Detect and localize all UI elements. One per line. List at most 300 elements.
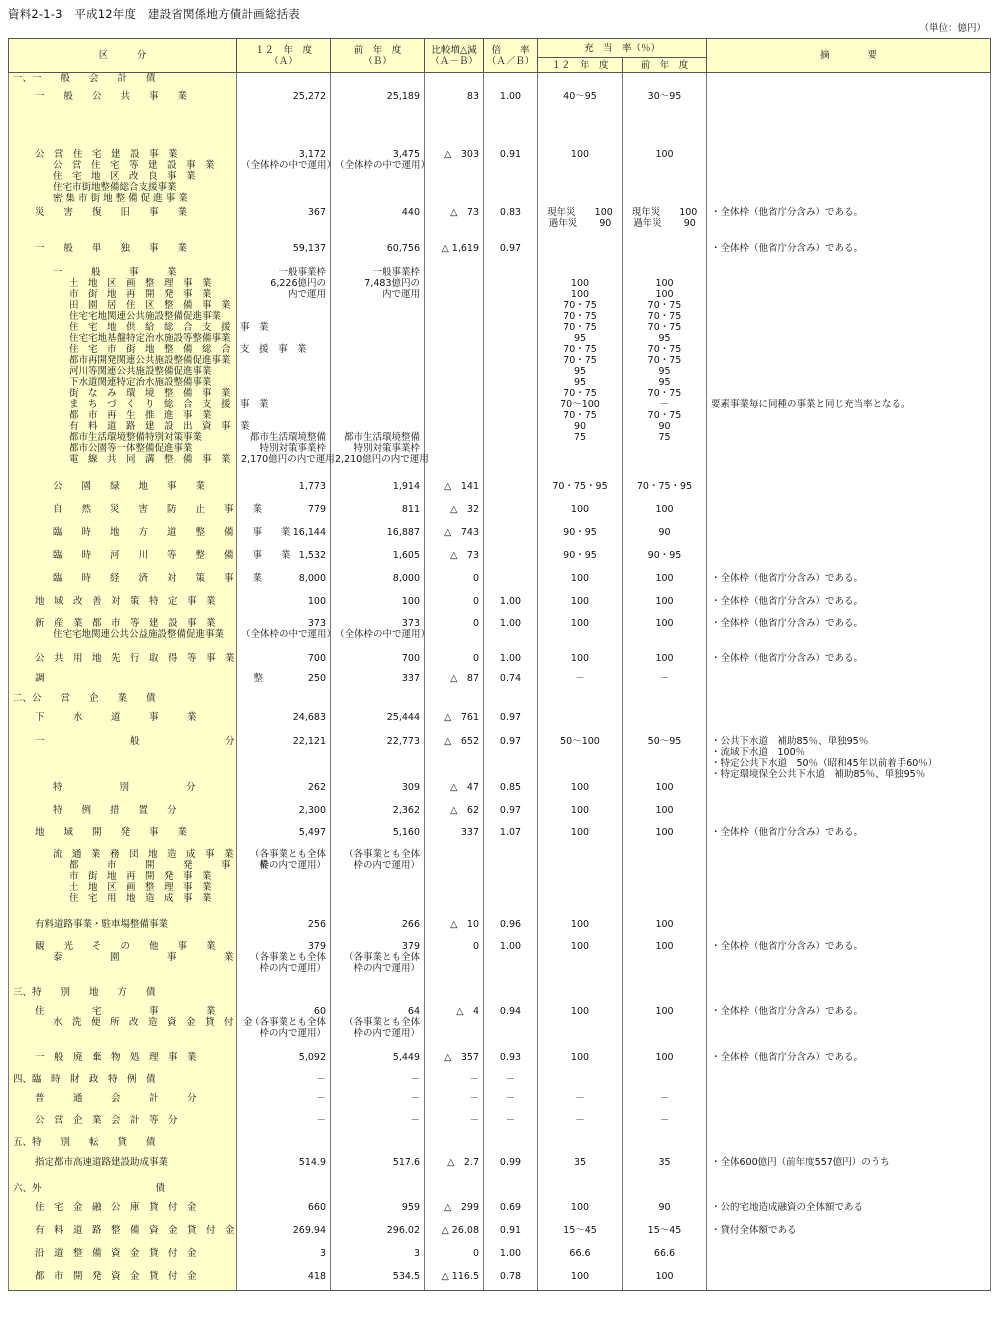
row-label (9, 243, 237, 267)
cell-allocation-current: 100 (538, 504, 623, 527)
row-label (9, 1074, 237, 1093)
row-label-line: 住宅市街地整備総合支援事業 (53, 181, 177, 193)
cell-previous-year: 517.6 (331, 1157, 425, 1183)
table-row (9, 712, 991, 736)
cell-allocation-previous: 100 (623, 504, 707, 527)
cell-previous-year: 373 （全体枠の中で運用） (331, 618, 425, 653)
row-label-line: 自 然 災 害 防 止 事 業 (53, 503, 263, 515)
cell-difference (425, 267, 484, 481)
row-label (9, 1271, 237, 1291)
cell-allocation-current: 100 (538, 573, 623, 596)
row-label (9, 1052, 237, 1074)
cell-current-year: 2,300 (237, 805, 331, 827)
table-row (9, 1202, 991, 1225)
cell-memo (707, 1183, 991, 1202)
cell-allocation-previous: 100 (623, 618, 707, 653)
row-label (9, 1248, 237, 1271)
cell-allocation-current: 100 (538, 1006, 623, 1052)
cell-previous-year: 22,773 (331, 736, 425, 782)
cell-previous-year: － (331, 1093, 425, 1115)
cell-allocation-previous: 100 (623, 1006, 707, 1052)
cell-allocation-current: 35 (538, 1157, 623, 1183)
row-label-line: 特 例 措 置 分 (53, 804, 177, 816)
cell-memo (707, 849, 991, 919)
row-label (9, 827, 237, 849)
table-row (9, 267, 991, 481)
cell-allocation-previous: 30～95 (623, 91, 707, 149)
header-previous-year: 前 年 度 （Ｂ） (331, 39, 425, 73)
cell-ratio (484, 504, 538, 527)
cell-difference: △ 87 (425, 673, 484, 693)
cell-ratio: 1.07 (484, 827, 538, 849)
cell-allocation-current: 100 (538, 782, 623, 805)
cell-difference: － (425, 1074, 484, 1093)
table-row (9, 527, 991, 550)
cell-previous-year: 16,887 (331, 527, 425, 550)
row-label-line: 災 害 復 旧 事 業 (35, 206, 188, 218)
cell-difference: △ 1,619 (425, 243, 484, 267)
cell-memo (707, 504, 991, 527)
cell-difference: △ 32 (425, 504, 484, 527)
cell-allocation-previous: 100 (623, 941, 707, 987)
cell-allocation-current: 15～45 (538, 1225, 623, 1248)
cell-ratio (484, 527, 538, 550)
row-label (9, 596, 237, 618)
cell-difference: 0 (425, 596, 484, 618)
row-label-line: 公 営 住 宅 建 設 事 業 (35, 148, 178, 160)
row-label (9, 549, 291, 573)
cell-memo: ・全体枠（他省庁分含み）である。 (707, 207, 991, 243)
row-label-line: 臨 時 経 済 対 策 事 業 (53, 572, 263, 584)
row-label (9, 73, 237, 91)
row-label (9, 848, 269, 919)
cell-previous-year: 700 (331, 653, 425, 673)
cell-current-year (237, 73, 331, 91)
cell-ratio (484, 849, 538, 919)
cell-allocation-current: 100 100 70・75 70・75 70・75 95 70・75 70・75 95 95 70・75 70～100 70・75 90 75 (538, 267, 623, 481)
cell-previous-year: 3 (331, 1248, 425, 1271)
cell-ratio (484, 573, 538, 596)
cell-memo (707, 73, 991, 91)
row-label-line: 六、外 債 (13, 1182, 166, 1194)
cell-memo (707, 91, 991, 149)
cell-previous-year: － (331, 1115, 425, 1137)
table-row (9, 987, 991, 1006)
cell-allocation-current (538, 712, 623, 736)
cell-allocation-current: 50～100 (538, 736, 623, 782)
row-label (9, 672, 264, 693)
row-label (9, 91, 237, 149)
table-row (9, 919, 991, 941)
cell-previous-year: 25,444 (331, 712, 425, 736)
cell-difference: 0 (425, 941, 484, 987)
row-label-line: 一 般 事 業 (53, 266, 177, 278)
cell-ratio: 0.69 (484, 1202, 538, 1225)
row-label-line: 市 街 地 再 開 発 事 業 (69, 288, 212, 300)
cell-previous-year (331, 1183, 425, 1202)
cell-allocation-previous: 100 (623, 782, 707, 805)
cell-previous-year (331, 1137, 425, 1157)
row-label (9, 736, 237, 782)
table-row (9, 1157, 991, 1183)
cell-allocation-current: 70・75・95 (538, 481, 623, 504)
cell-memo (707, 1115, 991, 1137)
cell-allocation-previous (623, 693, 707, 712)
cell-difference (425, 693, 484, 712)
cell-ratio: 0.74 (484, 673, 538, 693)
cell-ratio: 0.97 (484, 243, 538, 267)
cell-ratio: 0.91 (484, 149, 538, 207)
cell-previous-year: 440 (331, 207, 425, 243)
cell-previous-year: 1,605 (331, 550, 425, 573)
row-label (9, 941, 237, 987)
cell-memo: ・全体枠（他省庁分含み）である。 (707, 573, 991, 596)
header-allocation-rate: 充 当 率（％） (538, 39, 707, 58)
cell-difference: △ 141 (425, 481, 484, 504)
table-row (9, 207, 991, 243)
cell-previous-year: 309 (331, 782, 425, 805)
row-label-line: 都市生活環境整備特別対策事業 (69, 431, 203, 443)
cell-allocation-previous: 15～45 (623, 1225, 707, 1248)
header-difference: 比較増△減 （Ａ－Ｂ） (425, 39, 484, 73)
cell-previous-year: 一般事業枠 7,483億円の 内で運用 都市生活環境整備 特別対策事業枠 2,210億円の内で運用 (331, 267, 425, 481)
row-label (9, 1005, 253, 1052)
cell-difference: △ 10 (425, 919, 484, 941)
row-label-line: 下 水 道 事 業 (35, 711, 197, 723)
row-label-line: 有 料 道 路 建 設 出 資 事 業 (69, 420, 250, 432)
row-label (9, 1093, 237, 1115)
row-label (9, 572, 263, 596)
table-row (9, 1271, 991, 1291)
cell-ratio: 1.00 (484, 596, 538, 618)
cell-previous-year: 379 （各事業とも全体 枠の内で運用） (331, 941, 425, 987)
row-label (9, 207, 237, 243)
cell-current-year: 一般事業枠 6,226億円の 内で運用 都市生活環境整備 特別対策事業枠 2,170億円の内で運用 (237, 267, 331, 481)
cell-allocation-previous: 100 (623, 1052, 707, 1074)
row-label-line: 公 園 緑 地 事 業 (53, 480, 206, 492)
cell-memo (707, 1137, 991, 1157)
table-row (9, 693, 991, 712)
table-row (9, 481, 991, 504)
row-label-line: 三、特 別 地 方 債 (13, 986, 156, 998)
row-label-line: 四、臨 時 財 政 特 例 債 (13, 1073, 156, 1085)
header-allocation-previous: 前 年 度 (623, 58, 707, 73)
cell-difference: △ 761 (425, 712, 484, 736)
header-kubun: 区 分 (9, 39, 237, 73)
cell-difference: △ 303 (425, 149, 484, 207)
bond-plan-table (8, 38, 991, 1291)
cell-difference: 337 (425, 827, 484, 849)
cell-difference (425, 1137, 484, 1157)
cell-difference: 0 (425, 573, 484, 596)
cell-allocation-previous: 100 (623, 573, 707, 596)
header-allocation-current: １２ 年 度 (538, 58, 623, 73)
cell-allocation-current: 90・95 (538, 527, 623, 550)
row-label-line: 土 地 区 画 整 理 事 業 (69, 277, 212, 289)
cell-current-year: 1,532 (237, 550, 331, 573)
row-label-line: 公 共 用 地 先 行 取 得 等 事 業 (35, 652, 235, 664)
cell-allocation-previous: 100 (623, 919, 707, 941)
row-label (9, 526, 291, 550)
row-label-line: 住宅宅地関連公共公益施設整備促進事業 (53, 628, 225, 640)
cell-ratio: 1.00 (484, 618, 538, 653)
cell-difference: △ 62 (425, 805, 484, 827)
row-label-line: 一 般 単 独 事 業 (35, 242, 188, 254)
cell-allocation-previous (623, 849, 707, 919)
cell-current-year: 514.9 (237, 1157, 331, 1183)
cell-ratio: 1.00 (484, 1248, 538, 1271)
table-row (9, 827, 991, 849)
cell-ratio (484, 693, 538, 712)
row-label-line: 住 宅 地 区 改 良 事 業 (53, 170, 196, 182)
cell-allocation-previous: 100 (623, 805, 707, 827)
cell-difference: － (425, 1093, 484, 1115)
cell-memo (707, 481, 991, 504)
cell-allocation-previous (623, 1183, 707, 1202)
row-label-line: 密 集 市 街 地 整 備 促 進 事 業 (53, 192, 188, 204)
cell-allocation-previous: 100 100 70・75 70・75 70・75 95 70・75 70・75 95 95 70・75 － 70・75 90 75 (623, 267, 707, 481)
cell-difference: △ 47 (425, 782, 484, 805)
cell-difference (425, 1183, 484, 1202)
row-label (9, 1137, 237, 1157)
cell-allocation-current: 100 (538, 1052, 623, 1074)
cell-current-year: 8,000 (237, 573, 331, 596)
row-label (9, 782, 237, 805)
cell-previous-year: 337 (331, 673, 425, 693)
cell-allocation-previous: 100 (623, 149, 707, 207)
cell-difference: △ 652 (425, 736, 484, 782)
table-row (9, 805, 991, 827)
cell-current-year: 3 (237, 1248, 331, 1271)
unit-note: （単位：億円） (919, 23, 986, 34)
cell-current-year: － (237, 1093, 331, 1115)
cell-difference: △ 2.7 (425, 1157, 484, 1183)
cell-previous-year: 25,189 (331, 91, 425, 149)
cell-allocation-current: － (538, 1115, 623, 1137)
cell-current-year: 373 （全体枠の中で運用） (237, 618, 331, 653)
cell-ratio: － (484, 1093, 538, 1115)
cell-allocation-current: 100 (538, 941, 623, 987)
table-row (9, 1074, 991, 1093)
cell-allocation-previous (623, 73, 707, 91)
cell-previous-year: 266 (331, 919, 425, 941)
cell-allocation-current (538, 987, 623, 1006)
cell-difference: 83 (425, 91, 484, 149)
cell-allocation-previous: 100 (623, 596, 707, 618)
cell-memo: ・全体枠（他省庁分含み）である。 (707, 618, 991, 653)
row-label (9, 1202, 237, 1225)
table-row (9, 1183, 991, 1202)
cell-current-year: 25,272 (237, 91, 331, 149)
cell-allocation-previous: － (623, 1115, 707, 1137)
table-row (9, 673, 991, 693)
header-current-year: １２ 年 度 （Ａ） (237, 39, 331, 73)
cell-current-year: 24,683 (237, 712, 331, 736)
cell-allocation-current: 現年災 100 過年災 90 (538, 207, 623, 243)
row-label-line: 一 般 公 共 事 業 (35, 90, 188, 102)
table-row (9, 243, 991, 267)
cell-allocation-current: 66.6 (538, 1248, 623, 1271)
cell-allocation-previous (623, 1137, 707, 1157)
row-label-line: 新 産 業 都 市 等 建 設 事 業 (35, 617, 216, 629)
cell-current-year: 660 (237, 1202, 331, 1225)
cell-memo: ・貸付全体額である (707, 1225, 991, 1248)
cell-current-year: 22,121 (237, 736, 331, 782)
cell-memo: 要素事業毎に同種の事業と同じ充当率となる。 (707, 267, 991, 481)
row-label-line: 都 市 再 生 推 進 事 業 (69, 409, 212, 421)
row-label-line: 都 市 開 発 事 業 (69, 859, 269, 871)
cell-current-year: 5,092 (237, 1052, 331, 1074)
cell-allocation-previous: 35 (623, 1157, 707, 1183)
cell-allocation-previous (623, 987, 707, 1006)
cell-allocation-previous: － (623, 1093, 707, 1115)
row-label-line: 観 光 そ の 他 事 業 (35, 940, 216, 952)
row-label-line: 住宅宅地基盤特定治水施設等整備事業 (69, 332, 231, 344)
row-label-line: 泰 園 事 業 (53, 951, 234, 963)
cell-ratio: 0.85 (484, 782, 538, 805)
cell-memo (707, 919, 991, 941)
cell-ratio: 0.83 (484, 207, 538, 243)
row-label-line: 住 宅 地 供 給 総 合 支 援 事 業 (69, 321, 269, 333)
cell-current-year: （各事業とも全体 枠の内で運用） (237, 849, 331, 919)
cell-ratio: 0.91 (484, 1225, 538, 1248)
cell-allocation-previous: 90 (623, 527, 707, 550)
cell-allocation-current (538, 73, 623, 91)
cell-memo (707, 1093, 991, 1115)
cell-difference: △ 73 (425, 550, 484, 573)
row-label-line: 田 園 居 住 区 整 備 事 業 (69, 299, 231, 311)
row-label-line: 臨 時 河 川 等 整 備 事 業 (53, 549, 291, 561)
cell-allocation-previous: － (623, 673, 707, 693)
cell-previous-year: 100 (331, 596, 425, 618)
cell-allocation-current: 90・95 (538, 550, 623, 573)
cell-previous-year: （各事業とも全体 枠の内で運用） (331, 849, 425, 919)
row-label (9, 919, 237, 941)
cell-ratio: 1.00 (484, 653, 538, 673)
cell-current-year: － (237, 1115, 331, 1137)
cell-memo (707, 712, 991, 736)
cell-memo (707, 149, 991, 207)
cell-current-year: 379 （各事業とも全体 枠の内で運用） (237, 941, 331, 987)
cell-difference (425, 73, 484, 91)
cell-ratio: 0.93 (484, 1052, 538, 1074)
cell-allocation-current: － (538, 673, 623, 693)
cell-allocation-previous: 70・75・95 (623, 481, 707, 504)
row-label-line: 一、一 般 会 計 債 (13, 73, 156, 84)
cell-current-year: 60 （各事業とも全体 枠の内で運用） (237, 1006, 331, 1052)
table-row (9, 1225, 991, 1248)
cell-current-year: 59,137 (237, 243, 331, 267)
cell-current-year (237, 693, 331, 712)
row-label (9, 618, 237, 653)
cell-current-year: 269.94 (237, 1225, 331, 1248)
cell-previous-year: － (331, 1074, 425, 1093)
cell-allocation-current (538, 1074, 623, 1093)
cell-previous-year: 5,160 (331, 827, 425, 849)
cell-memo: ・公的宅地造成融資の全体額である (707, 1202, 991, 1225)
cell-allocation-current (538, 1183, 623, 1202)
cell-allocation-current: 100 (538, 618, 623, 653)
row-label-line: 住 宅 用 地 造 成 事 業 (69, 892, 212, 904)
cell-ratio: 1.00 (484, 91, 538, 149)
cell-current-year: － (237, 1074, 331, 1093)
row-label-line: 水 洗 便 所 改 造 資 金 貸 付 金 (53, 1016, 253, 1028)
table-body (9, 73, 991, 1291)
row-label-line: 二、公 営 企 業 債 (13, 692, 156, 704)
table-row (9, 73, 991, 91)
cell-difference (425, 987, 484, 1006)
row-label-line: 普 通 会 計 分 (35, 1092, 197, 1104)
cell-previous-year: 959 (331, 1202, 425, 1225)
cell-allocation-current: 100 (538, 149, 623, 207)
row-label-line: 指定都市高速道路建設助成事業 (35, 1156, 169, 1168)
table-row (9, 941, 991, 987)
cell-allocation-previous: 100 (623, 827, 707, 849)
cell-previous-year (331, 987, 425, 1006)
cell-allocation-previous (623, 243, 707, 267)
row-label-line: 流 通 業 務 団 地 造 成 事 業 (53, 848, 234, 860)
cell-allocation-current: 100 (538, 596, 623, 618)
row-label (9, 693, 237, 712)
header-memo: 摘 要 (707, 39, 991, 73)
cell-allocation-current: 100 (538, 805, 623, 827)
table-row (9, 1248, 991, 1271)
cell-difference: 0 (425, 1248, 484, 1271)
cell-previous-year: 5,449 (331, 1052, 425, 1074)
table-row (9, 1093, 991, 1115)
table-row (9, 782, 991, 805)
cell-allocation-previous: 90・95 (623, 550, 707, 573)
row-label-line: 電 線 共 同 溝 整 備 事 業 (69, 453, 231, 465)
cell-current-year: 700 (237, 653, 331, 673)
cell-ratio (484, 550, 538, 573)
cell-ratio (484, 267, 538, 481)
row-label (9, 1225, 237, 1248)
cell-current-year: 262 (237, 782, 331, 805)
row-label-line: 都市公園等一体整備促進事業 (69, 442, 193, 454)
cell-ratio (484, 1137, 538, 1157)
cell-memo: ・全体枠（他省庁分含み）である。 (707, 1006, 991, 1052)
table-row (9, 618, 991, 653)
cell-current-year: 418 (237, 1271, 331, 1291)
table-row (9, 1006, 991, 1052)
cell-difference: △ 357 (425, 1052, 484, 1074)
row-label-line: 市 街 地 再 開 発 事 業 (69, 870, 212, 882)
row-label-line: 街 な み 環 境 整 備 事 業 (69, 387, 231, 399)
row-label-line: 一 般 分 (35, 735, 235, 747)
cell-previous-year: 3,475 （全体枠の中で運用） (331, 149, 425, 207)
row-label (9, 1115, 237, 1137)
cell-allocation-previous (623, 1074, 707, 1093)
cell-difference: － (425, 1115, 484, 1137)
cell-ratio (484, 73, 538, 91)
cell-memo (707, 782, 991, 805)
row-label (9, 805, 237, 827)
row-label-line: 有 料 道 路 整 備 資 金 貸 付 金 (35, 1224, 235, 1236)
cell-memo (707, 1271, 991, 1291)
cell-current-year: 1,773 (237, 481, 331, 504)
table-row (9, 149, 991, 207)
table-row (9, 653, 991, 673)
cell-current-year: 16,144 (237, 527, 331, 550)
cell-allocation-previous: 50～95 (623, 736, 707, 782)
row-label (9, 1157, 237, 1183)
cell-memo (707, 1074, 991, 1093)
row-label-line: 一 般 廃 棄 物 処 理 事 業 (35, 1051, 197, 1063)
cell-previous-year: 534.5 (331, 1271, 425, 1291)
row-label-line: 住宅宅地関連公共施設整備促進事業 (69, 310, 222, 322)
header-ratio: 倍 率 （Ａ／Ｂ） (484, 39, 538, 73)
